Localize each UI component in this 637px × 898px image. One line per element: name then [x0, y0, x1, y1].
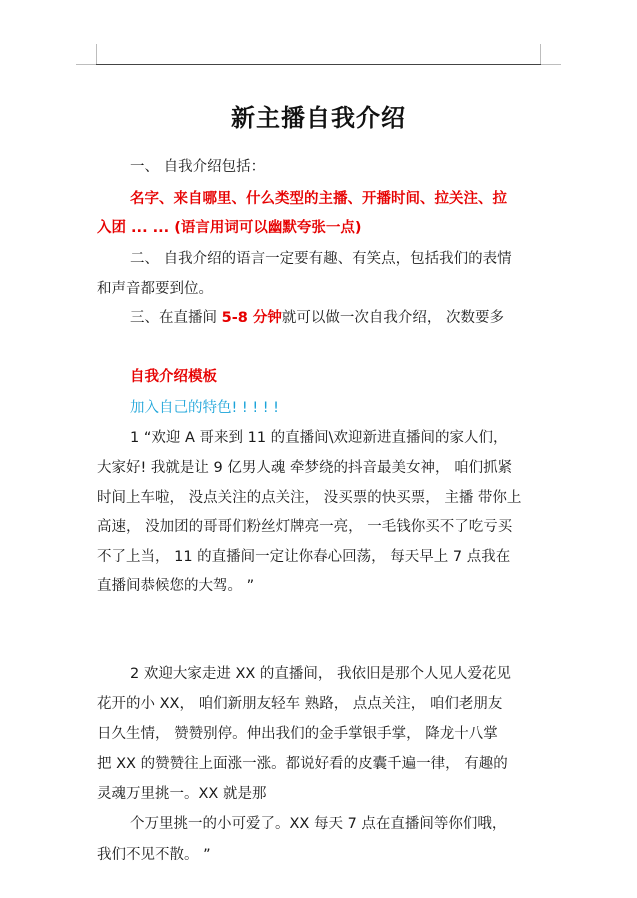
page-title: 新主播自我介绍: [231, 104, 406, 132]
example2-line-6: 个万里挑一的小可爱了。XX 每天 7 点在直播间等你们哦，: [130, 816, 507, 832]
example2-line-3: 日久生情， 赞赞别停。伸出我们的金手掌银手掌， 降龙十八掌: [97, 726, 498, 742]
example2-line-2: 花开的小 XX， 咱们新朋友轻车 熟路， 点点关注， 咱们老朋友: [97, 696, 503, 712]
intro-line-6-emphasis: 5-8 分钟: [221, 310, 282, 326]
template-heading: 自我介绍模板: [130, 369, 217, 385]
corner-mark-top-right: [540, 44, 541, 64]
example1-line-6: 直播间恭候您的大驾。 ”: [97, 578, 255, 594]
example1-line-5: 不了上当， 11 的直播间一定让你春心回荡， 每天早上 7 点我在: [97, 549, 511, 565]
corner-mark-top-left-h: [76, 64, 96, 65]
header-rule: [96, 64, 541, 65]
example1-line-4: 高速， 没加团的哥哥们粉丝灯牌亮一亮， 一毛钱你买不了吃亏买: [97, 519, 513, 535]
example2-line-1: 2 欢迎大家走进 XX 的直播间， 我依旧是那个人见人爱花见: [130, 666, 512, 682]
intro-line-1: 一、 自我介绍包括：: [130, 159, 266, 175]
intro-line-2: 名字、来自哪里、什么类型的主播、开播时间、拉关注、拉: [130, 191, 507, 207]
example2-line-5: 灵魂万里挑一。XX 就是那: [97, 786, 267, 802]
intro-line-6: [130, 308, 504, 328]
intro-line-6-post: 就可以做一次自我介绍， 次数要多: [281, 310, 504, 326]
corner-mark-top-left: [96, 44, 97, 64]
corner-mark-top-right-h: [541, 64, 561, 65]
intro-line-5: 和声音都要到位。: [97, 281, 213, 297]
example2-line-7: 我们不见不散。 ”: [97, 847, 211, 863]
example1-line-1: 1 “欢迎 A 哥来到 11 的直播间\欢迎新进直播间的家人们，: [130, 430, 508, 446]
intro-line-3: 入团 ... ... (语言用词可以幽默夸张一点): [97, 220, 362, 236]
intro-line-6-pre: 三、在直播间: [130, 310, 222, 326]
template-note: 加入自己的特色! ! ! ! !: [130, 400, 279, 416]
example1-line-2: 大家好! 我就是让 9 亿男人魂 牵梦绕的抖音最美女神， 咱们抓紧: [97, 460, 513, 476]
example2-line-4: 把 XX 的赞赞往上面涨一涨。都说好看的皮囊千遍一律， 有趣的: [97, 756, 508, 772]
example1-line-3: 时间上车啦， 没点关注的点关注， 没买票的快买票， 主播 带你上: [97, 490, 522, 506]
intro-line-4: 二、 自我介绍的语言一定要有趣、有笑点，包括我们的表情: [130, 251, 512, 267]
